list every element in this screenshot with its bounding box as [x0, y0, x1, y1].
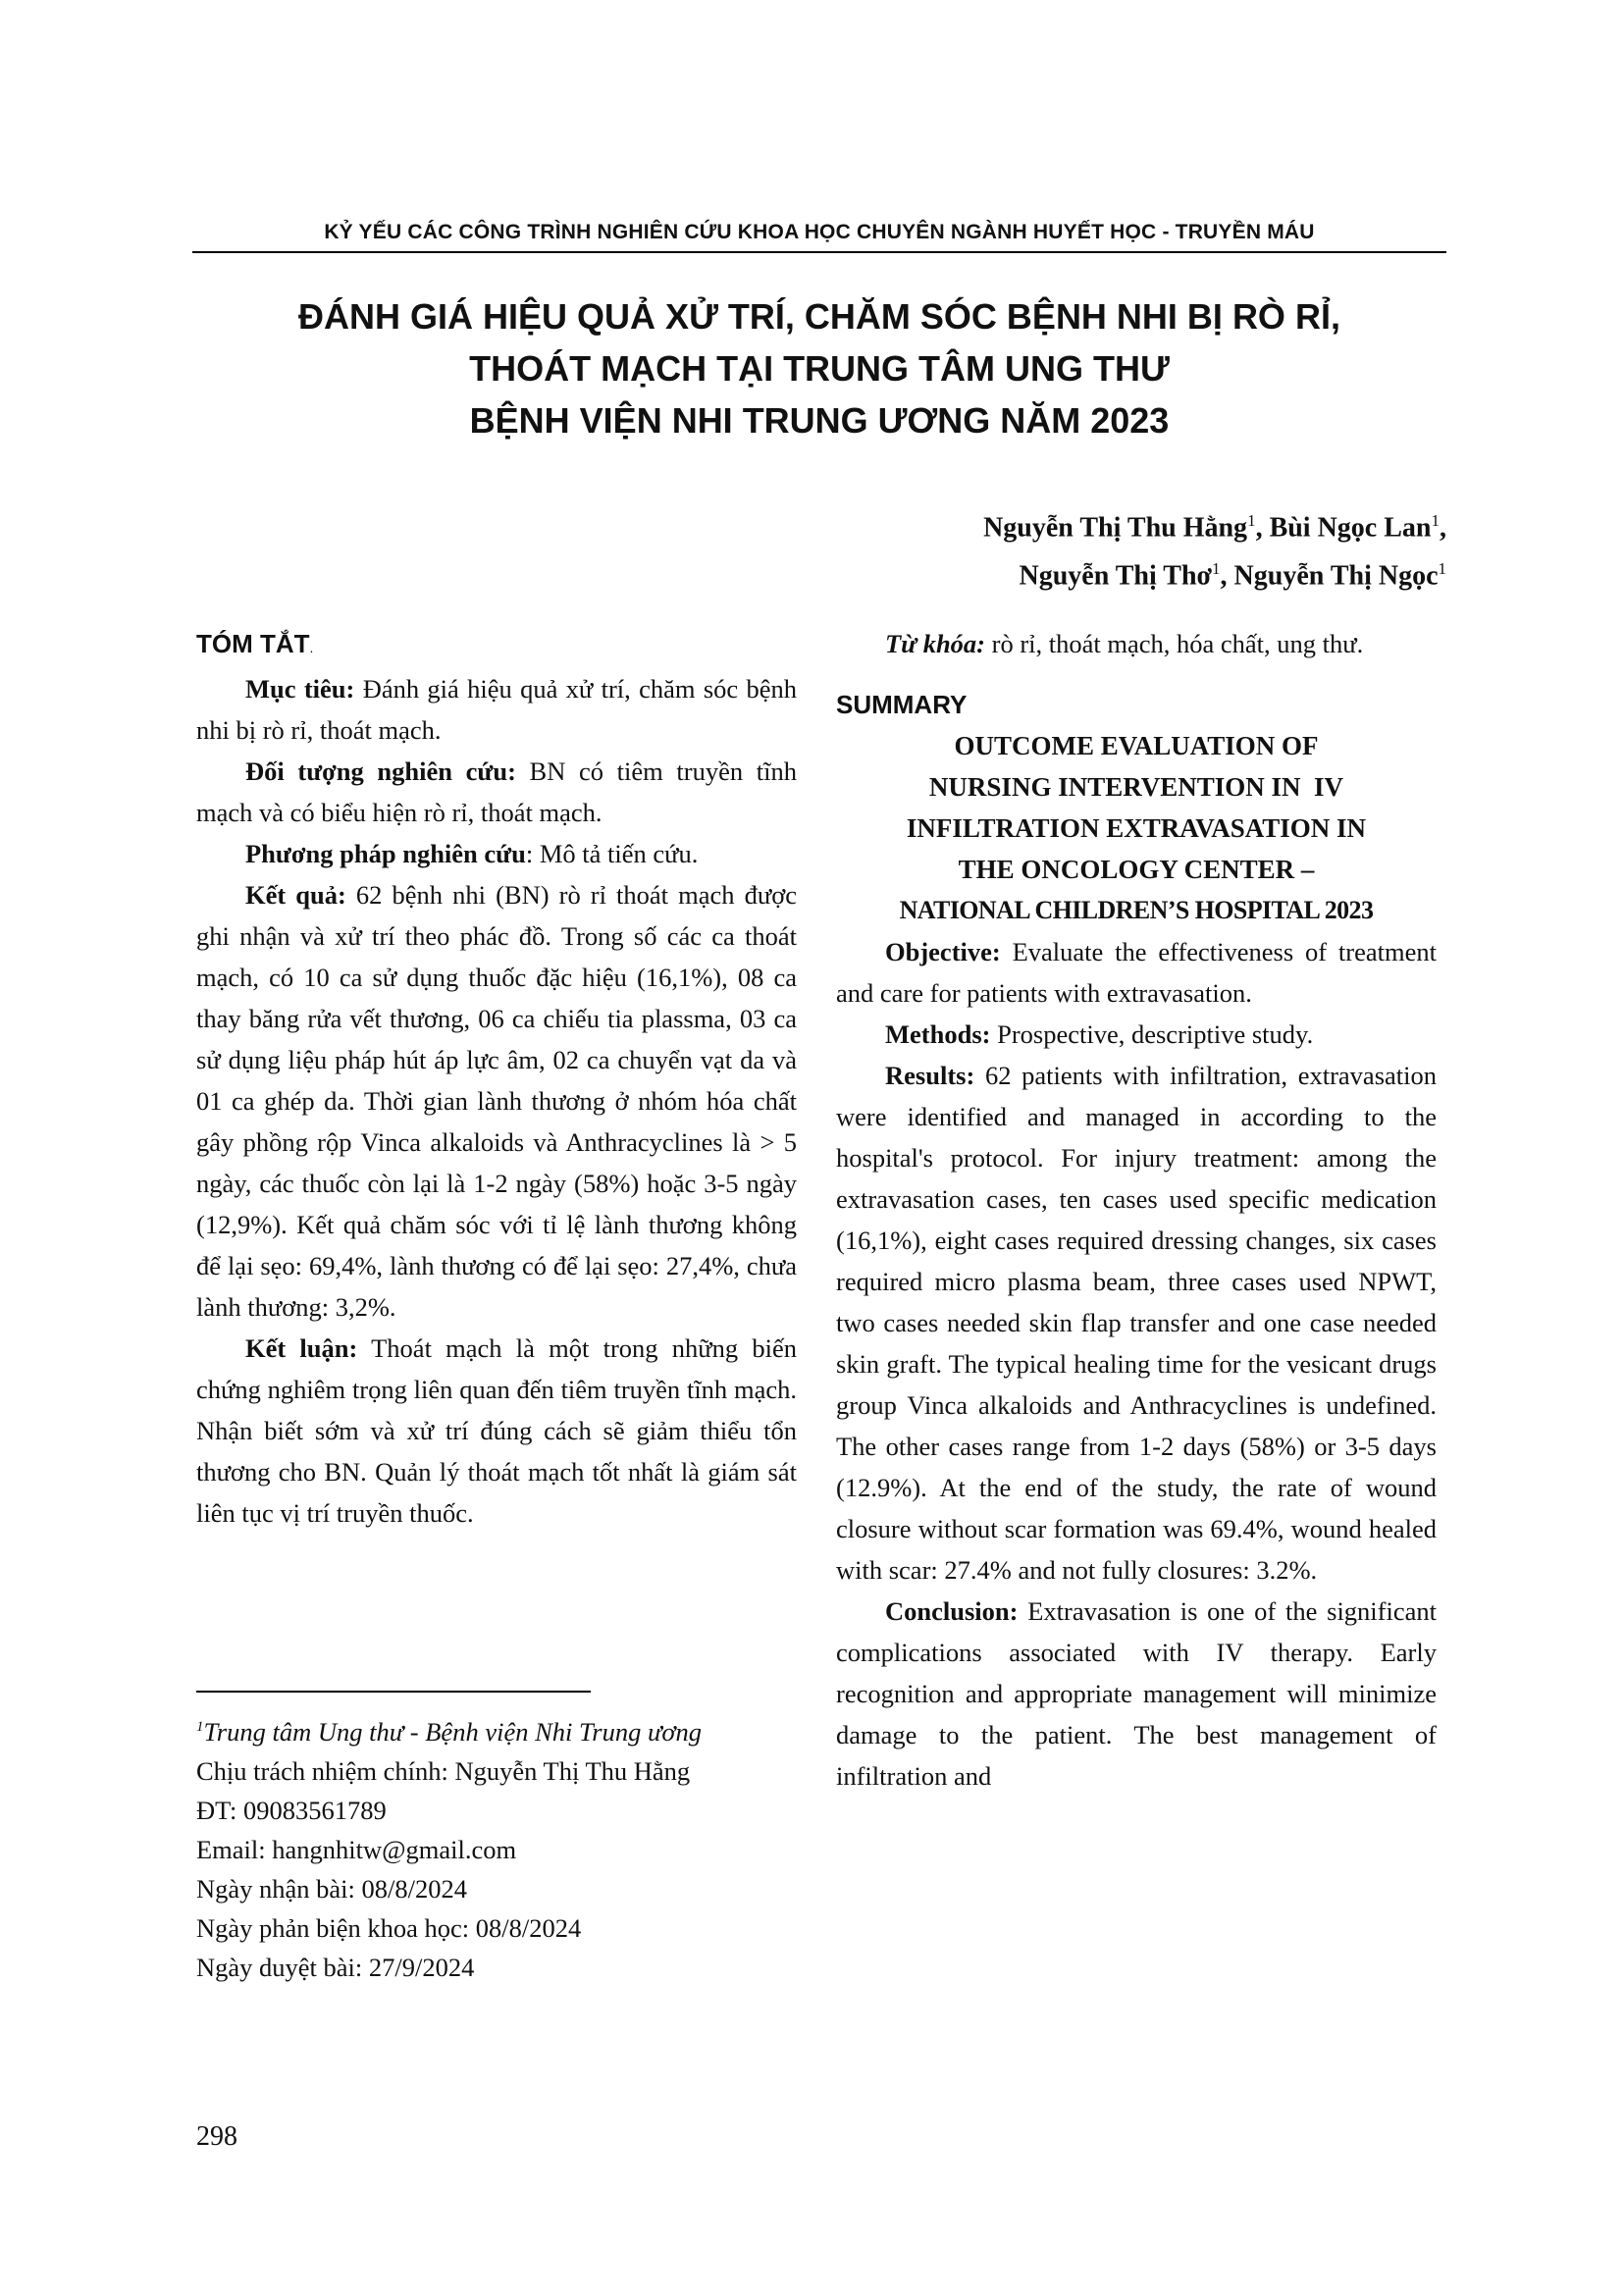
abstract-heading-text: TÓM TẮT: [196, 629, 310, 658]
conclusion-label: Kết luận:: [245, 1333, 358, 1363]
conclusion-text: Thoát mạch là một trong những biến chứng nghiêm trọng liên quan đến tiêm truyền tĩnh mạch. Nhận biết sớm và xử trí đúng cách sẽ giảm thiểu tổn thương cho BN. Quản lý thoát mạch tốt nhất là giám sát liên tục vị trí truyền thuốc.: [196, 1333, 797, 1528]
received-date: Ngày nhận bài: 08/8/2024: [196, 1873, 467, 1904]
abstract-heading-dot: .: [309, 640, 314, 655]
results-label: Kết quả:: [245, 880, 346, 910]
methods-text: : Mô tả tiến cứu.: [525, 839, 699, 868]
author-affiliation-mark: 1: [1212, 559, 1221, 579]
objective-paragraph: [196, 668, 797, 751]
title-line-1: ĐÁNH GIÁ HIỆU QUẢ XỬ TRÍ, CHĂM SÓC BỆNH NHI BỊ RÒ RỈ,: [298, 296, 1340, 337]
page-number: 298: [196, 2121, 237, 2152]
author-name: Nguyễn Thị Ngọc: [1233, 560, 1439, 592]
title-line-2: THOÁT MẠCH TẠI TRUNG TÂM UNG THƯ: [469, 348, 1170, 389]
subjects-paragraph: [196, 751, 797, 833]
results-en-text: 62 patients with infiltration, extravasation were identified and managed in according to the hospital's protocol. For injury treatment: among the extravasation cases, ten cases used specific medication (16,1%), eight cases required dressing changes, six cases required micro plasma beam, three cases used NPWT, two cases needed skin flap transfer and one case needed skin graft. The typical healing time for the vesicant drugs group Vinca alkaloids and Anthracyclines is undefined. The other cases range from 1-2 days (58%) or 3-5 days (12.9%). At the end of the study, the rate of wound closure without scar formation was 69.4%, wound healed with scar: 27.4% and not fully closures: 3.2%.: [836, 1061, 1437, 1585]
methods-label: Phương pháp nghiên cứu: [245, 839, 526, 868]
summary-heading: SUMMARY: [836, 690, 968, 719]
methods-paragraph: [196, 833, 797, 874]
footnote-rule: [196, 1691, 591, 1693]
author-line-2: [983, 548, 1446, 597]
conclusion-en-label: Conclusion:: [885, 1596, 1019, 1626]
english-title-line-4: THE ONCOLOGY CENTER –: [958, 855, 1315, 884]
keywords-label: Từ khóa:: [885, 629, 986, 658]
english-title-line-3: INFILTRATION EXTRAVASATION IN: [906, 813, 1367, 843]
methods-en-label: Methods:: [885, 1019, 991, 1049]
email-address: Email: hangnhitw@gmail.com: [196, 1834, 517, 1864]
keywords-paragraph: [836, 623, 1437, 664]
author-name: Nguyễn Thị Thơ: [1019, 560, 1213, 592]
objective-en-label: Objective:: [885, 937, 1001, 966]
english-title-line-2: NURSING INTERVENTION IN IV: [928, 772, 1344, 802]
author-affiliation-mark: 1: [1247, 511, 1256, 530]
author-name: Nguyễn Thị Thu Hằng: [983, 512, 1248, 544]
footnotes: [196, 1707, 824, 1987]
results-en-paragraph: [836, 1055, 1437, 1591]
author-line-1: [983, 500, 1446, 548]
results-paragraph: [196, 874, 797, 1328]
author-name: Bùi Ngọc Lan: [1269, 512, 1432, 544]
running-header: KỶ YẾU CÁC CÔNG TRÌNH NGHIÊN CỨU KHOA HỌC CHUYÊN NGÀNH HUYẾT HỌC - TRUYỀN MÁU: [324, 221, 1315, 243]
conclusion-paragraph: [196, 1328, 797, 1534]
summary-english: [836, 623, 1437, 1797]
abstract-vietnamese: [196, 623, 797, 1534]
phone-number: ĐT: 09083561789: [196, 1795, 387, 1825]
affiliation-note: [196, 1707, 824, 1751]
accepted-date: Ngày duyệt bài: 27/9/2024: [196, 1952, 475, 1982]
reviewed-date: Ngày phản biện khoa học: 08/8/2024: [196, 1912, 582, 1943]
affiliation-mark: 1: [196, 1719, 204, 1735]
objective-en-paragraph: [836, 931, 1437, 1014]
conclusion-en-text: Extravasation is one of the significant complications associated with IV therapy. Early recognition and appropriate management will minimize damage to the patient. The best management of infiltration and: [836, 1596, 1437, 1791]
author-affiliation-mark: 1: [1431, 511, 1440, 530]
header-rule: [192, 251, 1446, 253]
methods-en-paragraph: [836, 1014, 1437, 1055]
author-affiliation-mark: 1: [1438, 559, 1446, 579]
abstract-heading: [196, 623, 797, 668]
affiliation-text: Trung tâm Ung thư - Bệnh viện Nhi Trung ương: [203, 1716, 703, 1747]
corresponding-author: Chịu trách nhiệm chính: Nguyễn Thị Thu Hằng: [196, 1755, 691, 1786]
objective-en-text: Evaluate the effectiveness of treatment and care for patients with extravasation.: [836, 937, 1437, 1008]
objective-label: Mục tiêu:: [245, 674, 355, 704]
keywords-text: rò rỉ, thoát mạch, hóa chất, ung thư.: [985, 629, 1364, 658]
english-title-line-5: NATIONAL CHILDREN’S HOSPITAL 2023: [899, 896, 1374, 924]
author-separator: ,: [1255, 512, 1270, 544]
author-separator: ,: [1440, 512, 1446, 544]
author-separator: ,: [1220, 560, 1234, 592]
author-list: [983, 500, 1446, 598]
results-en-label: Results:: [885, 1061, 975, 1090]
english-title-line-1: OUTCOME EVALUATION OF: [954, 731, 1319, 760]
article-title: [192, 290, 1446, 446]
results-text: 62 bệnh nhi (BN) rò rỉ thoát mạch được ghi nhận và xử trí theo phác đồ. Trong số các ca thoát mạch, có 10 ca sử dụng thuốc đặc hiệu (16,1%), 08 ca thay băng rửa vết thương, 06 ca chiếu tia plassma, 03 ca sử dụng liệu pháp hút áp lực âm, 02 ca chuyển vạt da và 01 ca ghép da. Thời gian lành thương ở nhóm hóa chất gây phồng rộp Vinca alkaloids và Anthracyclines là > 5 ngày, các thuốc còn lại là 1-2 ngày (58%) hoặc 3-5 ngày (12,9%). Kết quả chăm sóc với tỉ lệ lành thương không để lại sẹo: 69,4%, lành thương có để lại sẹo: 27,4%, chưa lành thương: 3,2%.: [196, 880, 797, 1322]
methods-en-text: Prospective, descriptive study.: [990, 1019, 1314, 1049]
objective-text: Đánh giá hiệu quả xử trí, chăm sóc bệnh nhi bị rò rỉ, thoát mạch.: [196, 674, 797, 745]
subjects-label: Đối tượng nghiên cứu:: [245, 757, 516, 786]
english-title: [836, 725, 1437, 931]
subjects-text: BN có tiêm truyền tĩnh mạch và có biểu hiện rò rỉ, thoát mạch.: [196, 757, 797, 827]
title-line-3: BỆNH VIỆN NHI TRUNG ƯƠNG NĂM 2023: [469, 400, 1170, 441]
conclusion-en-paragraph: [836, 1591, 1437, 1797]
